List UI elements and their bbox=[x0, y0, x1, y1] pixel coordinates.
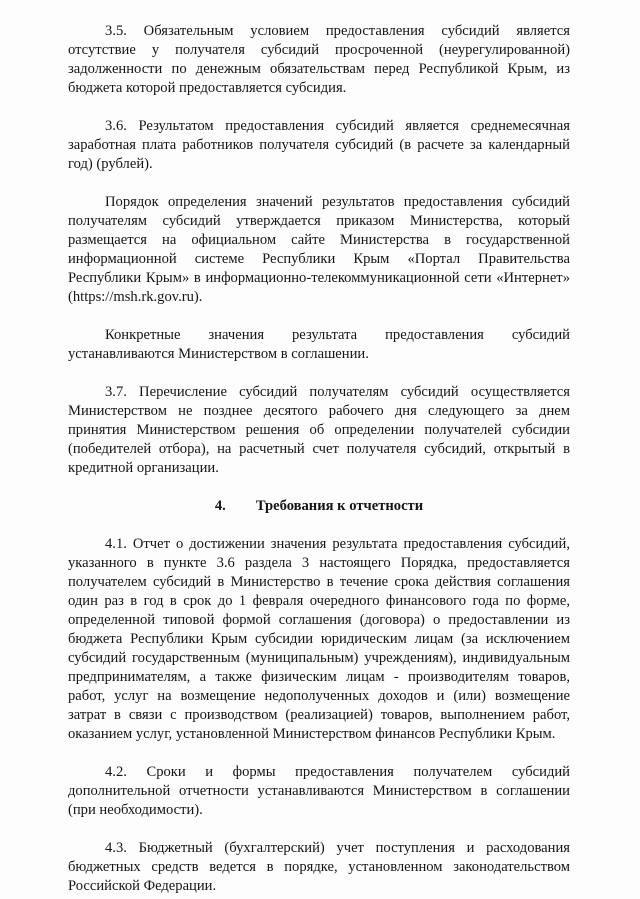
paragraph-4-1: 4.1. Отчет о достижении значения результата предоставления субсидий, указанного в пункте 3.6 раздела 3 настоящего Порядка, предоставляется получателем субсидий в Министерство в течение срока действия соглашения один раз в год в срок до 1 февраля очередного финансового года по форме, определенной типовой формой соглашения (договора) о предоставлении из бюджета Республики Крым субсидии юридическим лицам (за исключением субсидий государственным (муниципальным) учреждениям), индивидуальным предпринимателям, а также физическим лицам - производителям товаров, работ, услуг на возмещение недополученных доходов и (или) возмещение затрат в связи с производством (реализацией) товаров, выполнением работ, оказанием услуг, установленной Министерством финансов Республики Крым. bbox=[68, 536, 570, 742]
paragraph-3-6: 3.6. Результатом предоставления субсидий является среднемесячная заработная плата работников получателя субсидий (в расчете за календарный год) (рублей). bbox=[68, 118, 570, 172]
paragraph-3-7: 3.7. Перечисление субсидий получателям субсидий осуществляется Министерством не позднее десятого рабочего дня следующего за днем принятия Министерством решения об определении получателей субсидии (победителей отбора), на расчетный счет получателя субсидий, открытый в кредитной организации. bbox=[68, 384, 570, 476]
paragraph-results-procedure: Порядок определения значений результатов предоставления субсидий получателям субсидий утверждается приказом Министерства, который размещается на официальном сайте Министерства в государственной информационной системе Республики Крым «Портал Правительства Республики Крым» в информационно-телекоммуникационной сети «Интернет» (https://msh.rk.gov.ru). bbox=[68, 194, 570, 305]
paragraph-specific-values: Конкретные значения результата предоставления субсидий устанавливаются Министерством в соглашении. bbox=[68, 327, 570, 362]
paragraph-4-3: 4.3. Бюджетный (бухгалтерский) учет поступления и расходования бюджетных средств ведется в порядке, установленном законодательством Российской Федерации. bbox=[68, 840, 570, 894]
section-title: Требования к отчетности bbox=[255, 498, 424, 514]
section-heading bbox=[68, 497, 570, 516]
paragraph-3-5: 3.5. Обязательным условием предоставления субсидий является отсутствие у получателя субсидий просроченной (неурегулированной) задолженности по денежным обязательствам перед Республикой Крым, из бюджета которой предоставляется субсидия. bbox=[68, 23, 570, 96]
paragraph-4-2: 4.2. Сроки и формы предоставления получателем субсидий дополнительной отчетности устанавливаются Министерством в соглашении (при необходимости). bbox=[68, 764, 570, 818]
section-number: 4. bbox=[214, 498, 226, 514]
